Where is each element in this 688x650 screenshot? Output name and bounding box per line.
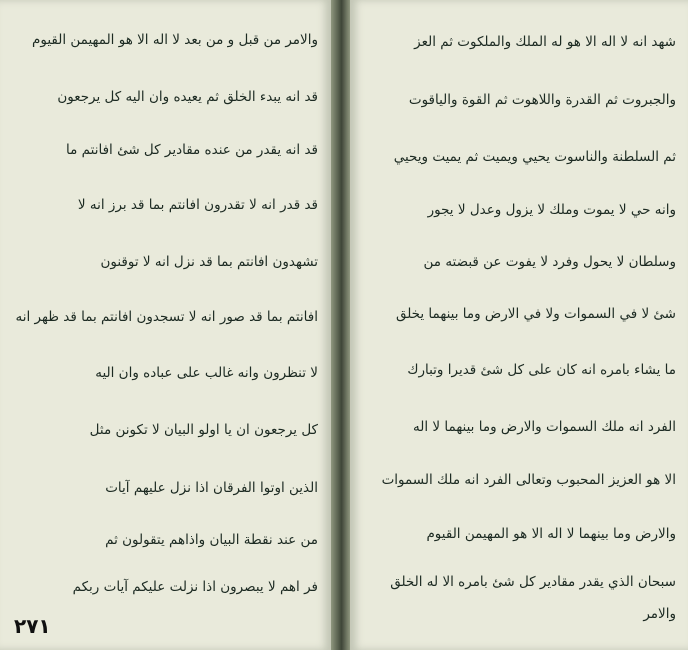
manuscript-line: ما يشاء بامره انه كان على كل شئ قديرا وتبارك — [407, 362, 676, 378]
book-gutter — [331, 0, 350, 650]
manuscript-line: شئ لا في السموات ولا في الارض وما بينهما يخلق — [395, 306, 676, 322]
manuscript-line: قد انه يبدء الخلق ثم يعيده وان اليه كل يرجعون — [57, 89, 318, 105]
manuscript-line: والامر — [643, 606, 676, 622]
right-page — [350, 0, 688, 650]
manuscript-line: والجبروت ثم القدرة واللاهوت ثم القوة والياقوت — [408, 92, 676, 108]
manuscript-line: الا هو العزيز المحبوب وتعالى الفرد انه ملك السموات — [381, 472, 676, 488]
manuscript-line: لا تنظرون وانه غالب على عباده وان اليه — [95, 365, 318, 381]
manuscript-line: وسلطان لا يحول وفرد لا يفوت عن قبضته من — [423, 254, 676, 270]
manuscript-line: والامر من قبل و من بعد لا اله الا هو المهيمن القيوم — [32, 32, 318, 48]
manuscript-line: تشهدون افانتم بما قد نزل انه لا توقنون — [100, 254, 318, 270]
left-page — [0, 0, 331, 650]
page-number: ٢٧١ — [14, 614, 51, 638]
manuscript-line: قد قدر انه لا تقدرون افانتم بما قد برز انه لا — [77, 197, 318, 213]
manuscript-line: الذين اوتوا الفرقان اذا نزل عليهم آيات — [105, 480, 318, 496]
manuscript-line: شهد انه لا اله الا هو له الملك والملكوت ثم العز — [414, 34, 676, 50]
manuscript-line: قد انه يقدر من عنده مقادير كل شئ افانتم ما — [66, 142, 318, 158]
manuscript-line: افانتم بما قد صور انه لا تسجدون افانتم بما قد ظهر انه — [15, 309, 318, 325]
manuscript-line: سبحان الذي يقدر مقادير كل شئ بامره الا له الخلق — [390, 574, 676, 590]
manuscript-line: الفرد انه ملك السموات والارض وما بينهما لا اله — [413, 419, 676, 435]
manuscript-line: والارض وما بينهما لا اله الا هو المهيمن القيوم — [426, 526, 676, 542]
manuscript-line: كل يرجعون ان يا اولو البيان لا تكونن مثل — [89, 422, 318, 438]
manuscript-line: من عند نقطة البيان واذاهم يتقولون ثم — [105, 532, 318, 548]
manuscript-line: فر اهم لا يبصرون اذا نزلت عليكم آيات ربكم — [72, 579, 318, 595]
manuscript-line: وانه حي لا يموت وملك لا يزول وعدل لا يجور — [427, 202, 676, 218]
manuscript-line: ثم السلطنة والناسوت يحيي ويميت ثم يميت ويحيي — [393, 149, 676, 165]
